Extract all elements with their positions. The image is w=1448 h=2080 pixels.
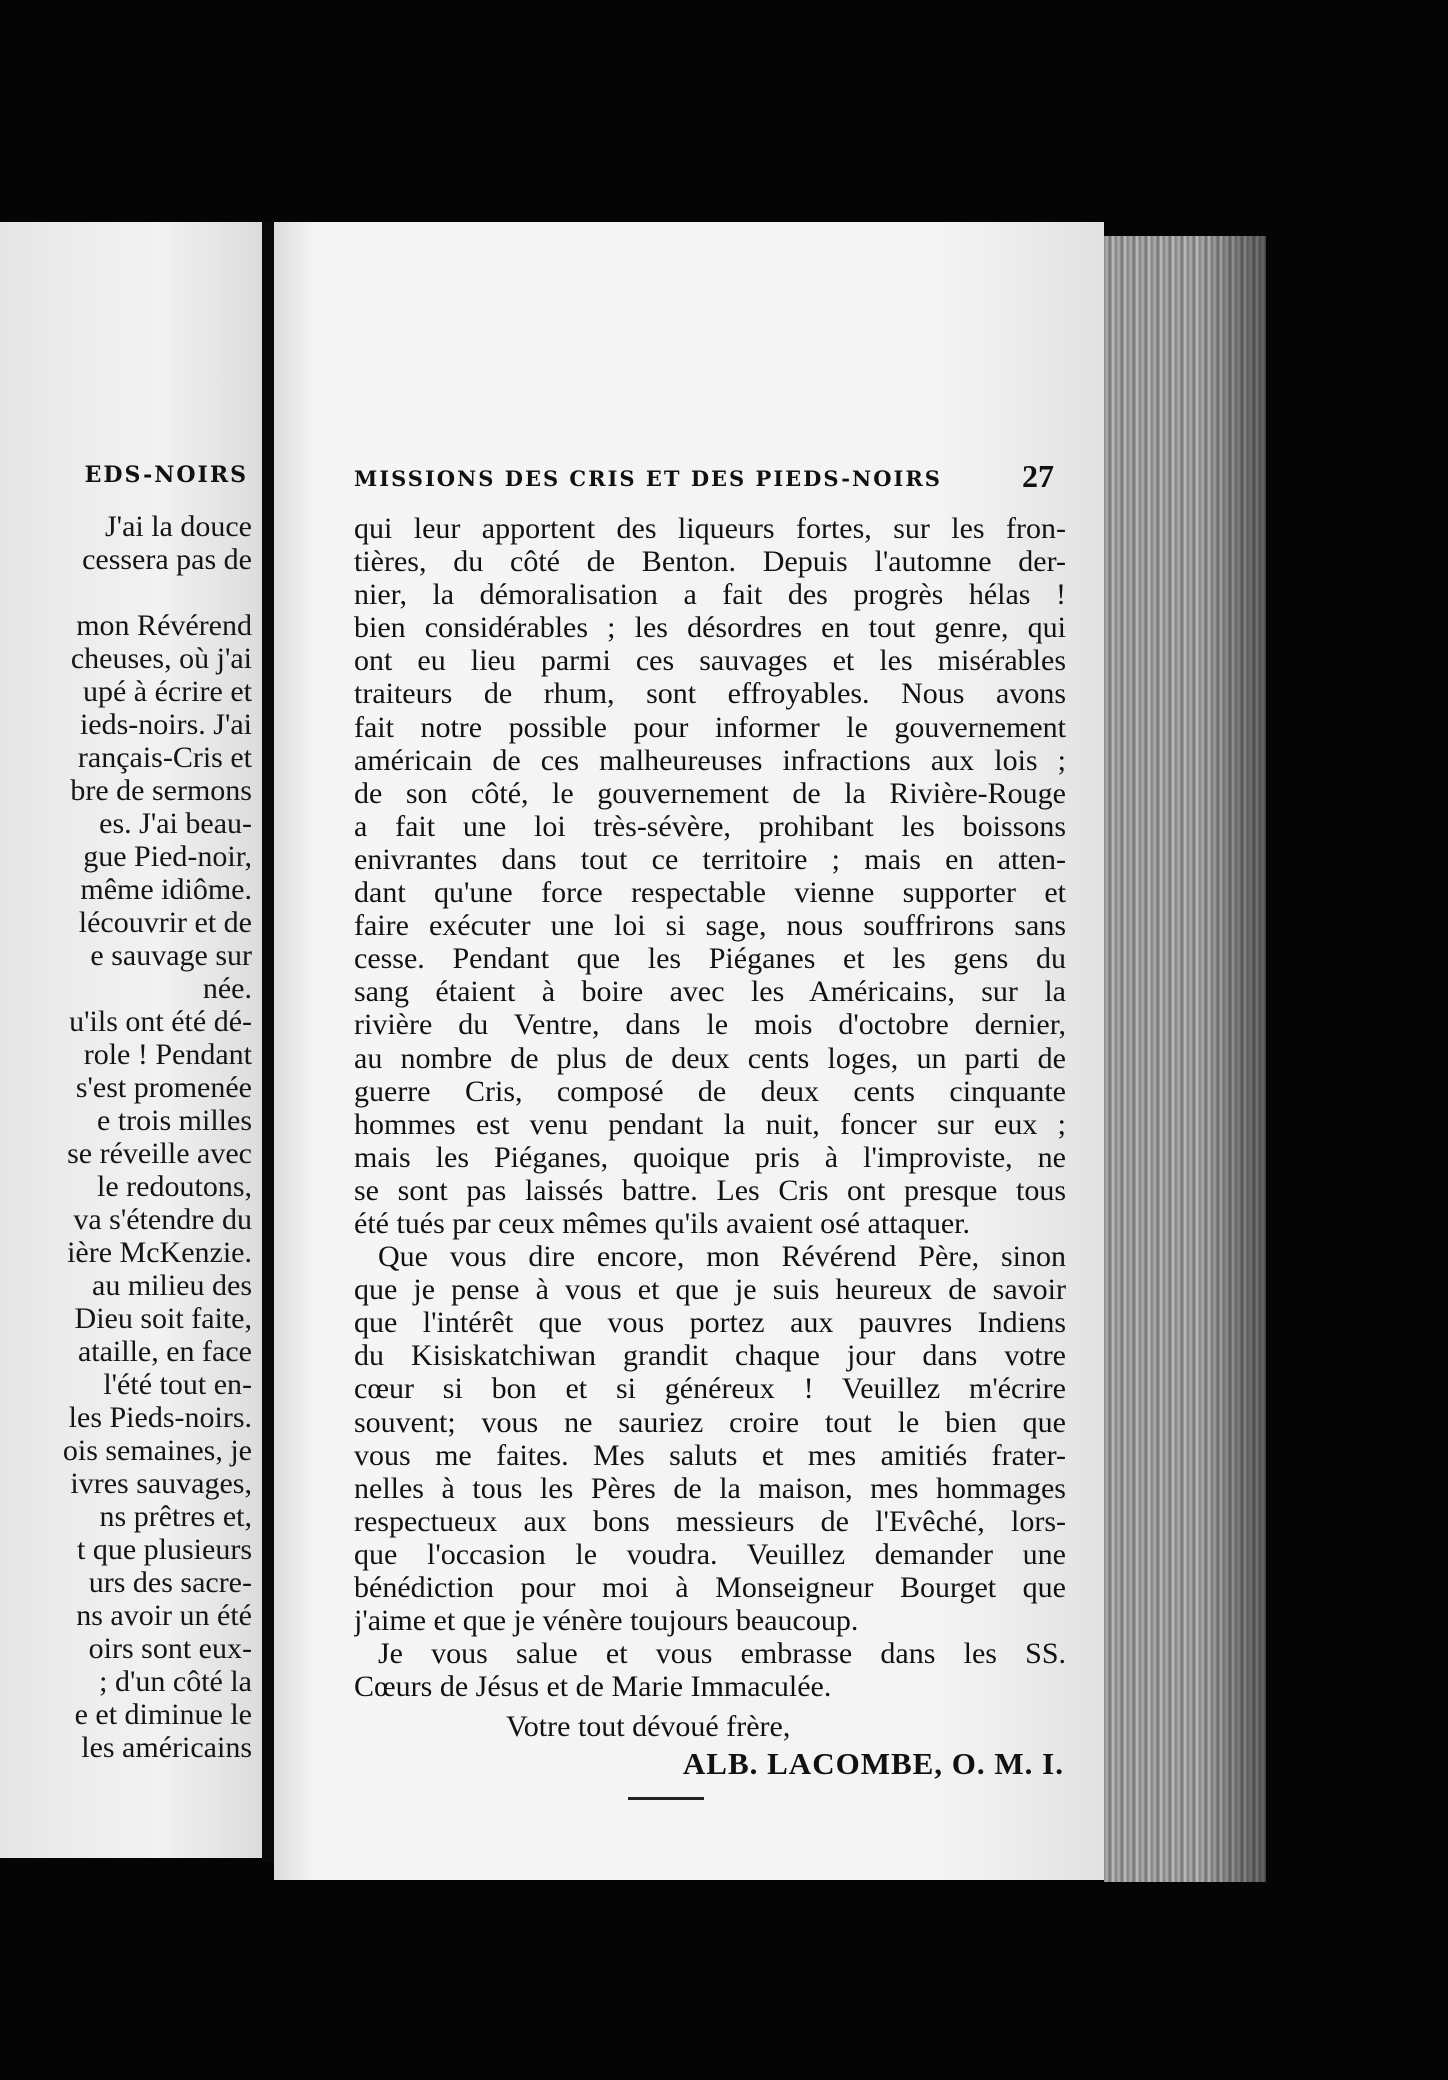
left-text-line: rançais-Cris et	[77, 741, 252, 774]
body-line: sang étaient à boire avec les Américains, sur la	[354, 975, 1066, 1009]
body-line: se sont pas laissés battre. Les Cris ont presque tous	[354, 1173, 1066, 1207]
left-text-line: ieds-noirs. J'ai	[79, 708, 252, 741]
left-text-line: ivres sauvages,	[70, 1467, 252, 1500]
running-head	[354, 460, 1054, 492]
body-line: fait notre possible pour informer le gouvernement	[354, 710, 1066, 744]
left-text-line: cheuses, où j'ai	[70, 642, 252, 675]
left-text-line: oirs sont eux-	[88, 1632, 252, 1665]
body-line: de son côté, le gouvernement de la Rivière-Rouge	[354, 776, 1066, 810]
left-text-line: lécouvrir et de	[78, 906, 252, 939]
left-text-line: ns avoir un été	[76, 1599, 252, 1632]
left-text-line: urs des sacre-	[88, 1566, 252, 1599]
body-line: nelles à tous les Pères de la maison, mes hommages	[354, 1471, 1066, 1505]
left-text-line: J'ai la douce	[104, 510, 252, 543]
left-page-text	[0, 510, 252, 1764]
left-text-line: l'été tout en-	[103, 1368, 252, 1401]
right-page	[274, 222, 1104, 1880]
body-line: dant qu'une force respectable vienne supporter et	[354, 876, 1066, 910]
body-line: été tués par ceux mêmes qu'ils avaient osé attaquer.	[354, 1206, 971, 1240]
left-text-line: va s'étendre du	[73, 1203, 252, 1236]
running-title: MISSIONS DES CRIS ET DES PIEDS-NOIRS	[354, 466, 942, 491]
left-text-line: les Pieds-noirs.	[68, 1401, 252, 1434]
body-line: du Kisiskatchiwan grandit chaque jour dans votre	[354, 1339, 1066, 1373]
left-text-line: se réveille avec	[67, 1137, 252, 1170]
left-text-line: e sauvage sur	[90, 939, 252, 972]
left-text-line: ois semaines, je	[62, 1434, 252, 1467]
left-text-line: gue Pied-noir,	[83, 840, 252, 873]
page-number: 27	[1022, 458, 1054, 494]
body-line: respectueux aux bons messieurs de l'Evêché, lors-	[354, 1504, 1066, 1538]
body-line: rivière du Ventre, dans le mois d'octobre dernier,	[354, 1008, 1066, 1042]
body-line: guerre Cris, composé de deux cents cinquante	[354, 1074, 1066, 1108]
left-text-line: mon Révérend	[76, 609, 252, 642]
body-line: hommes est venu pendant la nuit, foncer sur eux ;	[354, 1107, 1066, 1141]
body-line: qui leur apportent des liqueurs fortes, sur les fron-	[354, 512, 1066, 545]
left-text-line: cessera pas de	[82, 543, 252, 576]
body-line: américain de ces malheureuses infractions aux lois ;	[354, 743, 1066, 777]
left-text-line: ataille, en face	[77, 1335, 252, 1368]
left-text-line: u'ils ont été dé-	[69, 1005, 252, 1038]
body-line: Cœurs de Jésus et de Marie Immaculée.	[354, 1670, 832, 1704]
left-text-line: ière McKenzie.	[67, 1236, 252, 1269]
end-rule	[628, 1797, 704, 1800]
left-text-line: upé à écrire et	[82, 675, 252, 708]
body-line: que je pense à vous et que je suis heureux de savoir	[354, 1273, 1066, 1307]
left-text-line: s'est promenée	[75, 1071, 252, 1104]
body-line: enivrantes dans tout ce territoire ; mais en atten-	[354, 842, 1066, 876]
body-line: mais les Piéganes, quoique pris à l'improviste, ne	[354, 1140, 1066, 1174]
closing-formula: Votre tout dévoué frère,	[506, 1710, 791, 1743]
left-text-line: bre de sermons	[70, 774, 252, 807]
body-line: au nombre de plus de deux cents loges, un parti de	[354, 1041, 1066, 1075]
left-text-line: ns prêtres et,	[99, 1500, 252, 1533]
left-text-line: t que plusieurs	[77, 1533, 252, 1566]
left-text-line: role ! Pendant	[83, 1038, 252, 1071]
left-running-head: EDS-NOIRS	[84, 462, 248, 488]
body-line: que l'occasion le voudra. Veuillez demander une	[354, 1537, 1066, 1571]
body-line: traiteurs de rhum, sont effroyables. Nous avons	[354, 677, 1066, 711]
body-line: faire exécuter une loi si sage, nous souffrirons sans	[354, 909, 1066, 943]
left-text-line: Dieu soit faite,	[74, 1302, 252, 1335]
body-line: cesse. Pendant que les Piéganes et les gens du	[354, 942, 1066, 976]
left-text-line: même idiôme.	[80, 873, 252, 906]
left-text-line: le redoutons,	[97, 1170, 252, 1203]
left-text-line: au milieu des	[92, 1269, 252, 1302]
body-line: a fait une loi très-sévère, prohibant les boissons	[354, 809, 1066, 843]
body-line: Je vous salue et vous embrasse dans les SS.	[378, 1637, 1066, 1671]
left-text-line: les américains	[81, 1731, 252, 1764]
body-line: souvent; vous ne sauriez croire tout le bien que	[354, 1405, 1066, 1439]
body-line: cœur si bon et si généreux ! Veuillez m'écrire	[354, 1372, 1066, 1406]
body-line: Que vous dire encore, mon Révérend Père, sinon	[378, 1240, 1066, 1274]
left-text-line: es. J'ai beau-	[99, 807, 252, 840]
body-line: nier, la démoralisation a fait des progrès hélas !	[354, 578, 1066, 612]
body-line: bénédiction pour moi à Monseigneur Bourget que	[354, 1571, 1066, 1604]
signature: ALB. LACOMBE, O. M. I.	[682, 1746, 1064, 1781]
body-line: vous me faites. Mes saluts et mes amitiés frater-	[354, 1438, 1066, 1472]
body-line: tières, du côté de Benton. Depuis l'automne der-	[354, 545, 1066, 579]
body-line: ont eu lieu parmi ces sauvages et les misérables	[354, 644, 1066, 678]
page-block-shadow	[1200, 236, 1266, 1882]
left-text-line: e et diminue le	[74, 1698, 252, 1731]
left-text-line: née.	[202, 972, 252, 1005]
body-text	[354, 512, 1066, 1703]
left-page	[0, 222, 262, 1858]
left-text-line	[0, 576, 252, 609]
book-gutter	[262, 222, 274, 1862]
body-line: j'aime et que je vénère toujours beaucoup.	[354, 1604, 859, 1638]
left-text-line: e trois milles	[97, 1104, 252, 1137]
body-line: que l'intérêt que vous portez aux pauvres Indiens	[354, 1306, 1066, 1340]
body-line: bien considérables ; les désordres en tout genre, qui	[354, 611, 1066, 645]
left-text-line: ; d'un côté la	[99, 1665, 252, 1698]
